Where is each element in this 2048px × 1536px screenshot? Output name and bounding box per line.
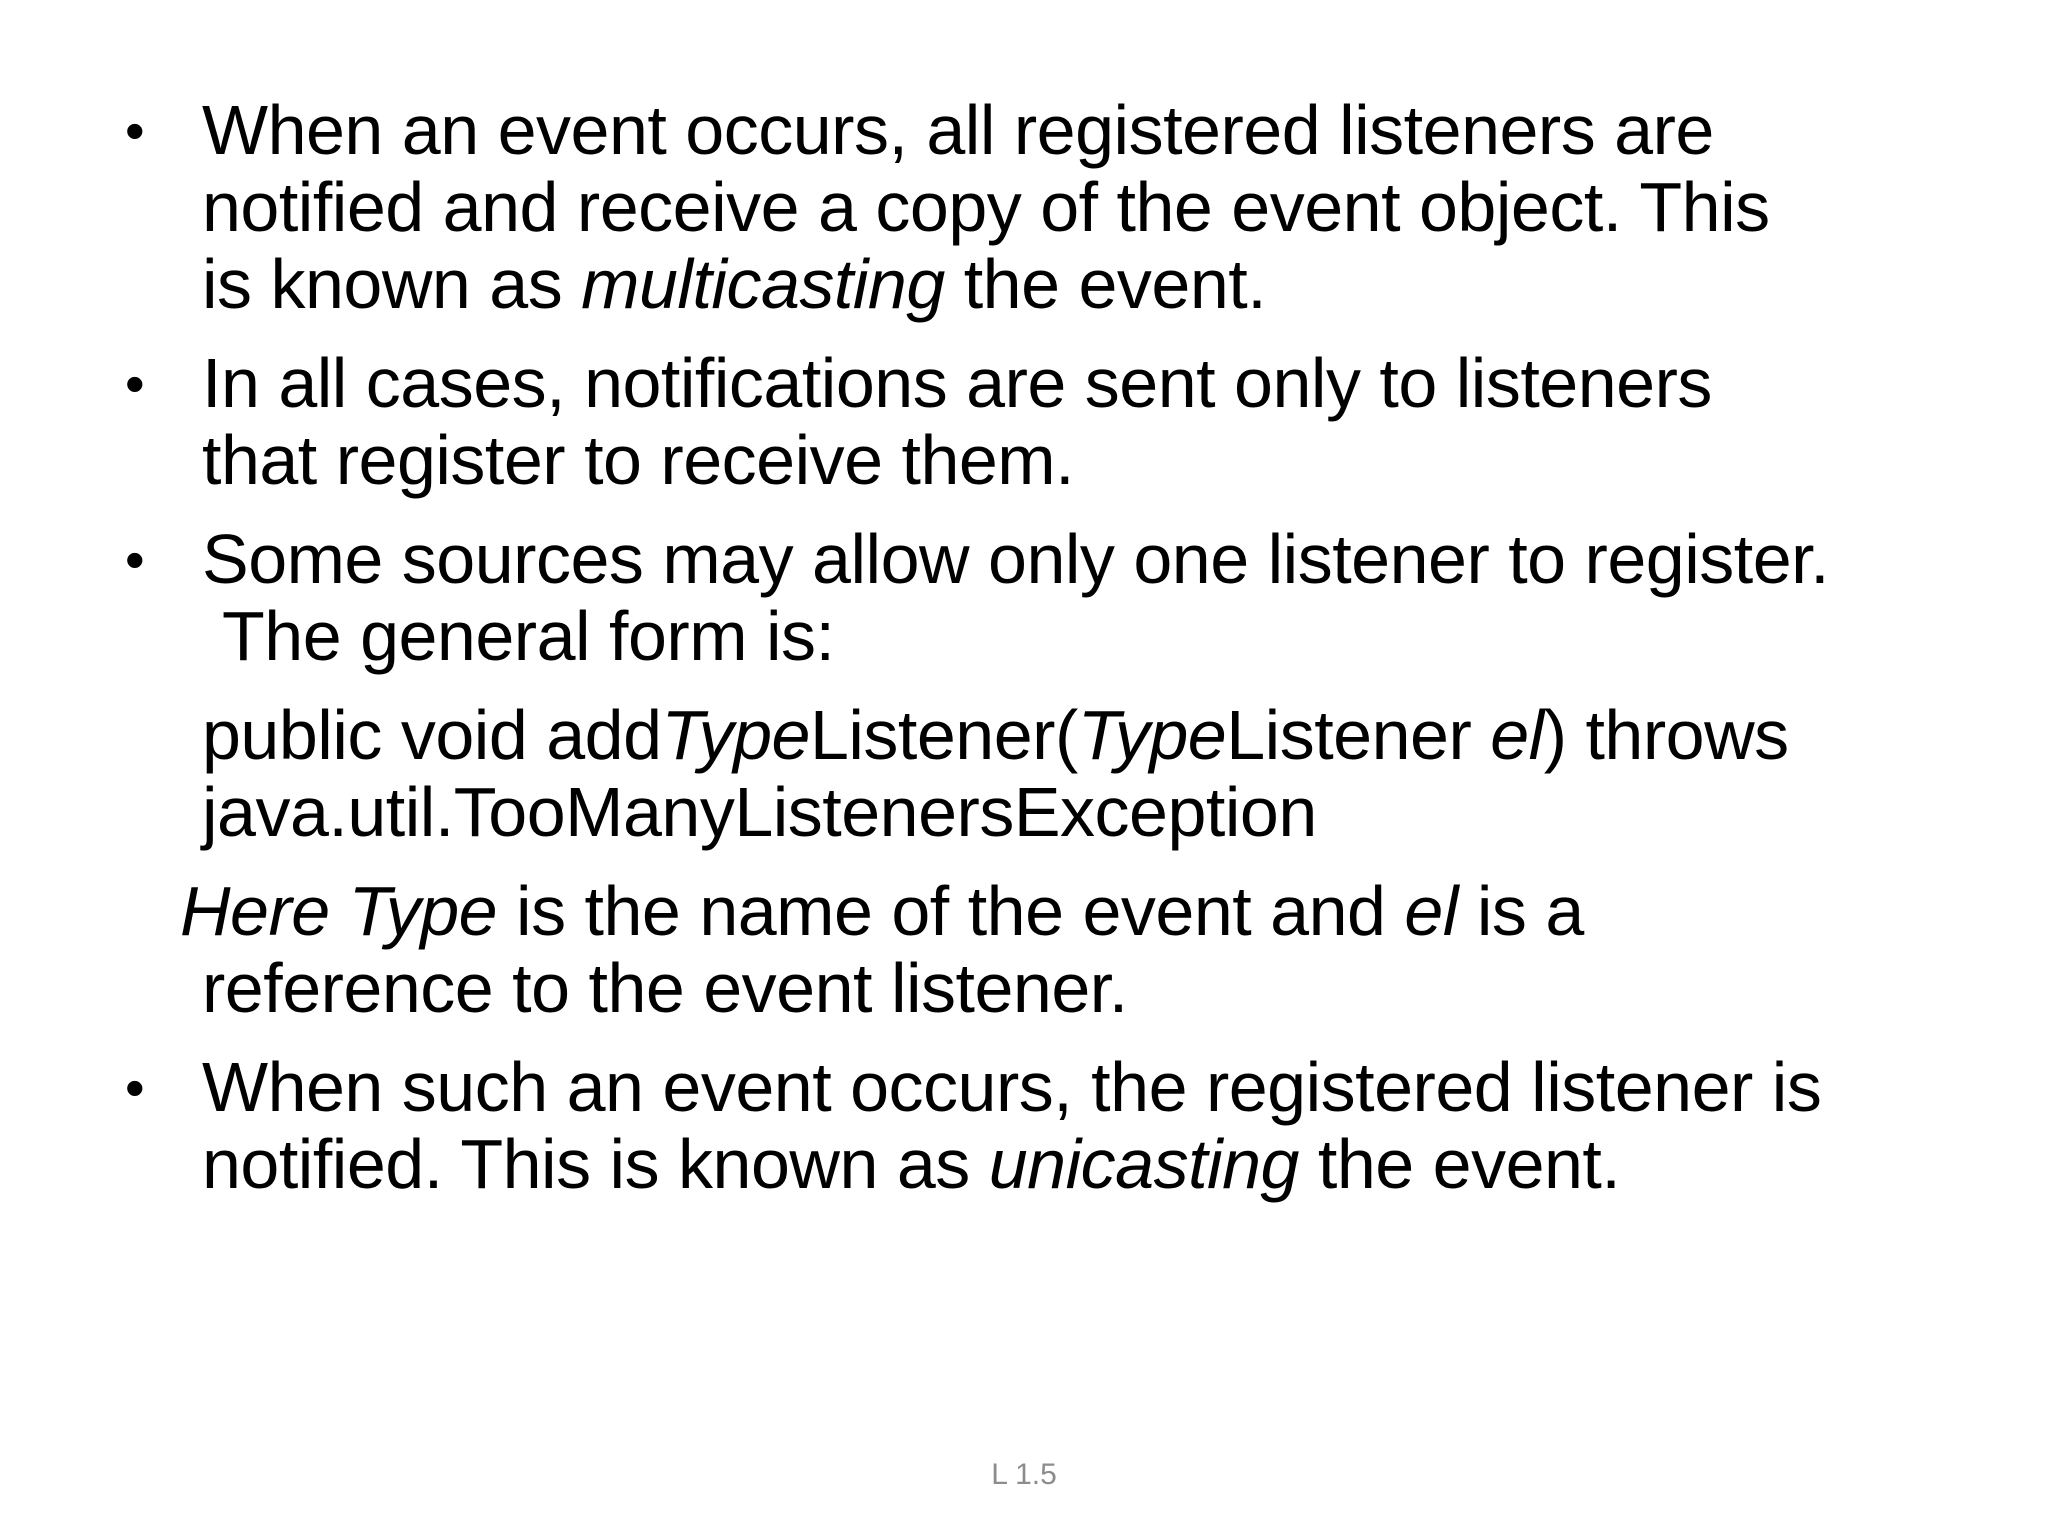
text-run: is the name of the event and (497, 872, 1405, 950)
bullet-unicasting (125, 1049, 1985, 1203)
emphasis-type: Type (661, 696, 810, 774)
bullet-text-line: When an event occurs, all registered listeners are (202, 91, 1714, 169)
emphasis-type: Type (1077, 696, 1227, 774)
slide-body (125, 92, 1985, 1225)
emphasis-el: el (1490, 696, 1544, 774)
text-run: ) throws (1543, 696, 1789, 774)
bullet-notifications (125, 345, 1985, 499)
bullet-text-line: When such an event occurs, the registered listener is (202, 1048, 1822, 1126)
bullet-text-line (202, 1126, 1985, 1203)
code-line: java.util.TooManyListenersException (202, 773, 1317, 851)
emphasis-here-type: Here Type (180, 872, 498, 950)
text-run: Listener( (809, 696, 1078, 774)
text-run: notified. This is known as (202, 1125, 989, 1203)
text-run: is a (1457, 872, 1584, 950)
bullet-text-line: notified and receive a copy of the event object. This (202, 168, 1770, 246)
text-run: public void add (202, 696, 662, 774)
emphasis-unicasting: unicasting (988, 1125, 1299, 1203)
text-run: the event. (944, 245, 1267, 323)
emphasis-el: el (1404, 872, 1458, 950)
bullet-single-listener (125, 521, 1985, 675)
text-run: Listener (1226, 696, 1491, 774)
text-run: is known as (202, 245, 582, 323)
bullet-text-line: The general form is: (222, 597, 835, 675)
bullet-multicasting (125, 92, 1985, 323)
bullet-text-line: In all cases, notifications are sent only to listeners (202, 344, 1712, 422)
bullet-icon: • (125, 99, 145, 162)
explanation-line (180, 872, 1985, 950)
bullet-icon: • (125, 528, 145, 591)
code-line (202, 697, 1985, 774)
bullet-icon: • (125, 352, 145, 415)
emphasis-multicasting: multicasting (581, 245, 945, 323)
explanation-line: reference to the event listener. (202, 949, 1128, 1027)
text-run: the event. (1298, 1125, 1621, 1203)
slide-footer-number: L 1.5 (991, 1458, 1057, 1491)
bullet-text-line: Some sources may allow only one listener to register. (202, 520, 1830, 598)
code-signature (125, 697, 1985, 851)
type-explanation (125, 873, 1985, 1027)
bullet-text-line (202, 246, 1985, 323)
bullet-icon: • (125, 1056, 145, 1119)
bullet-text-line: that register to receive them. (202, 421, 1075, 499)
